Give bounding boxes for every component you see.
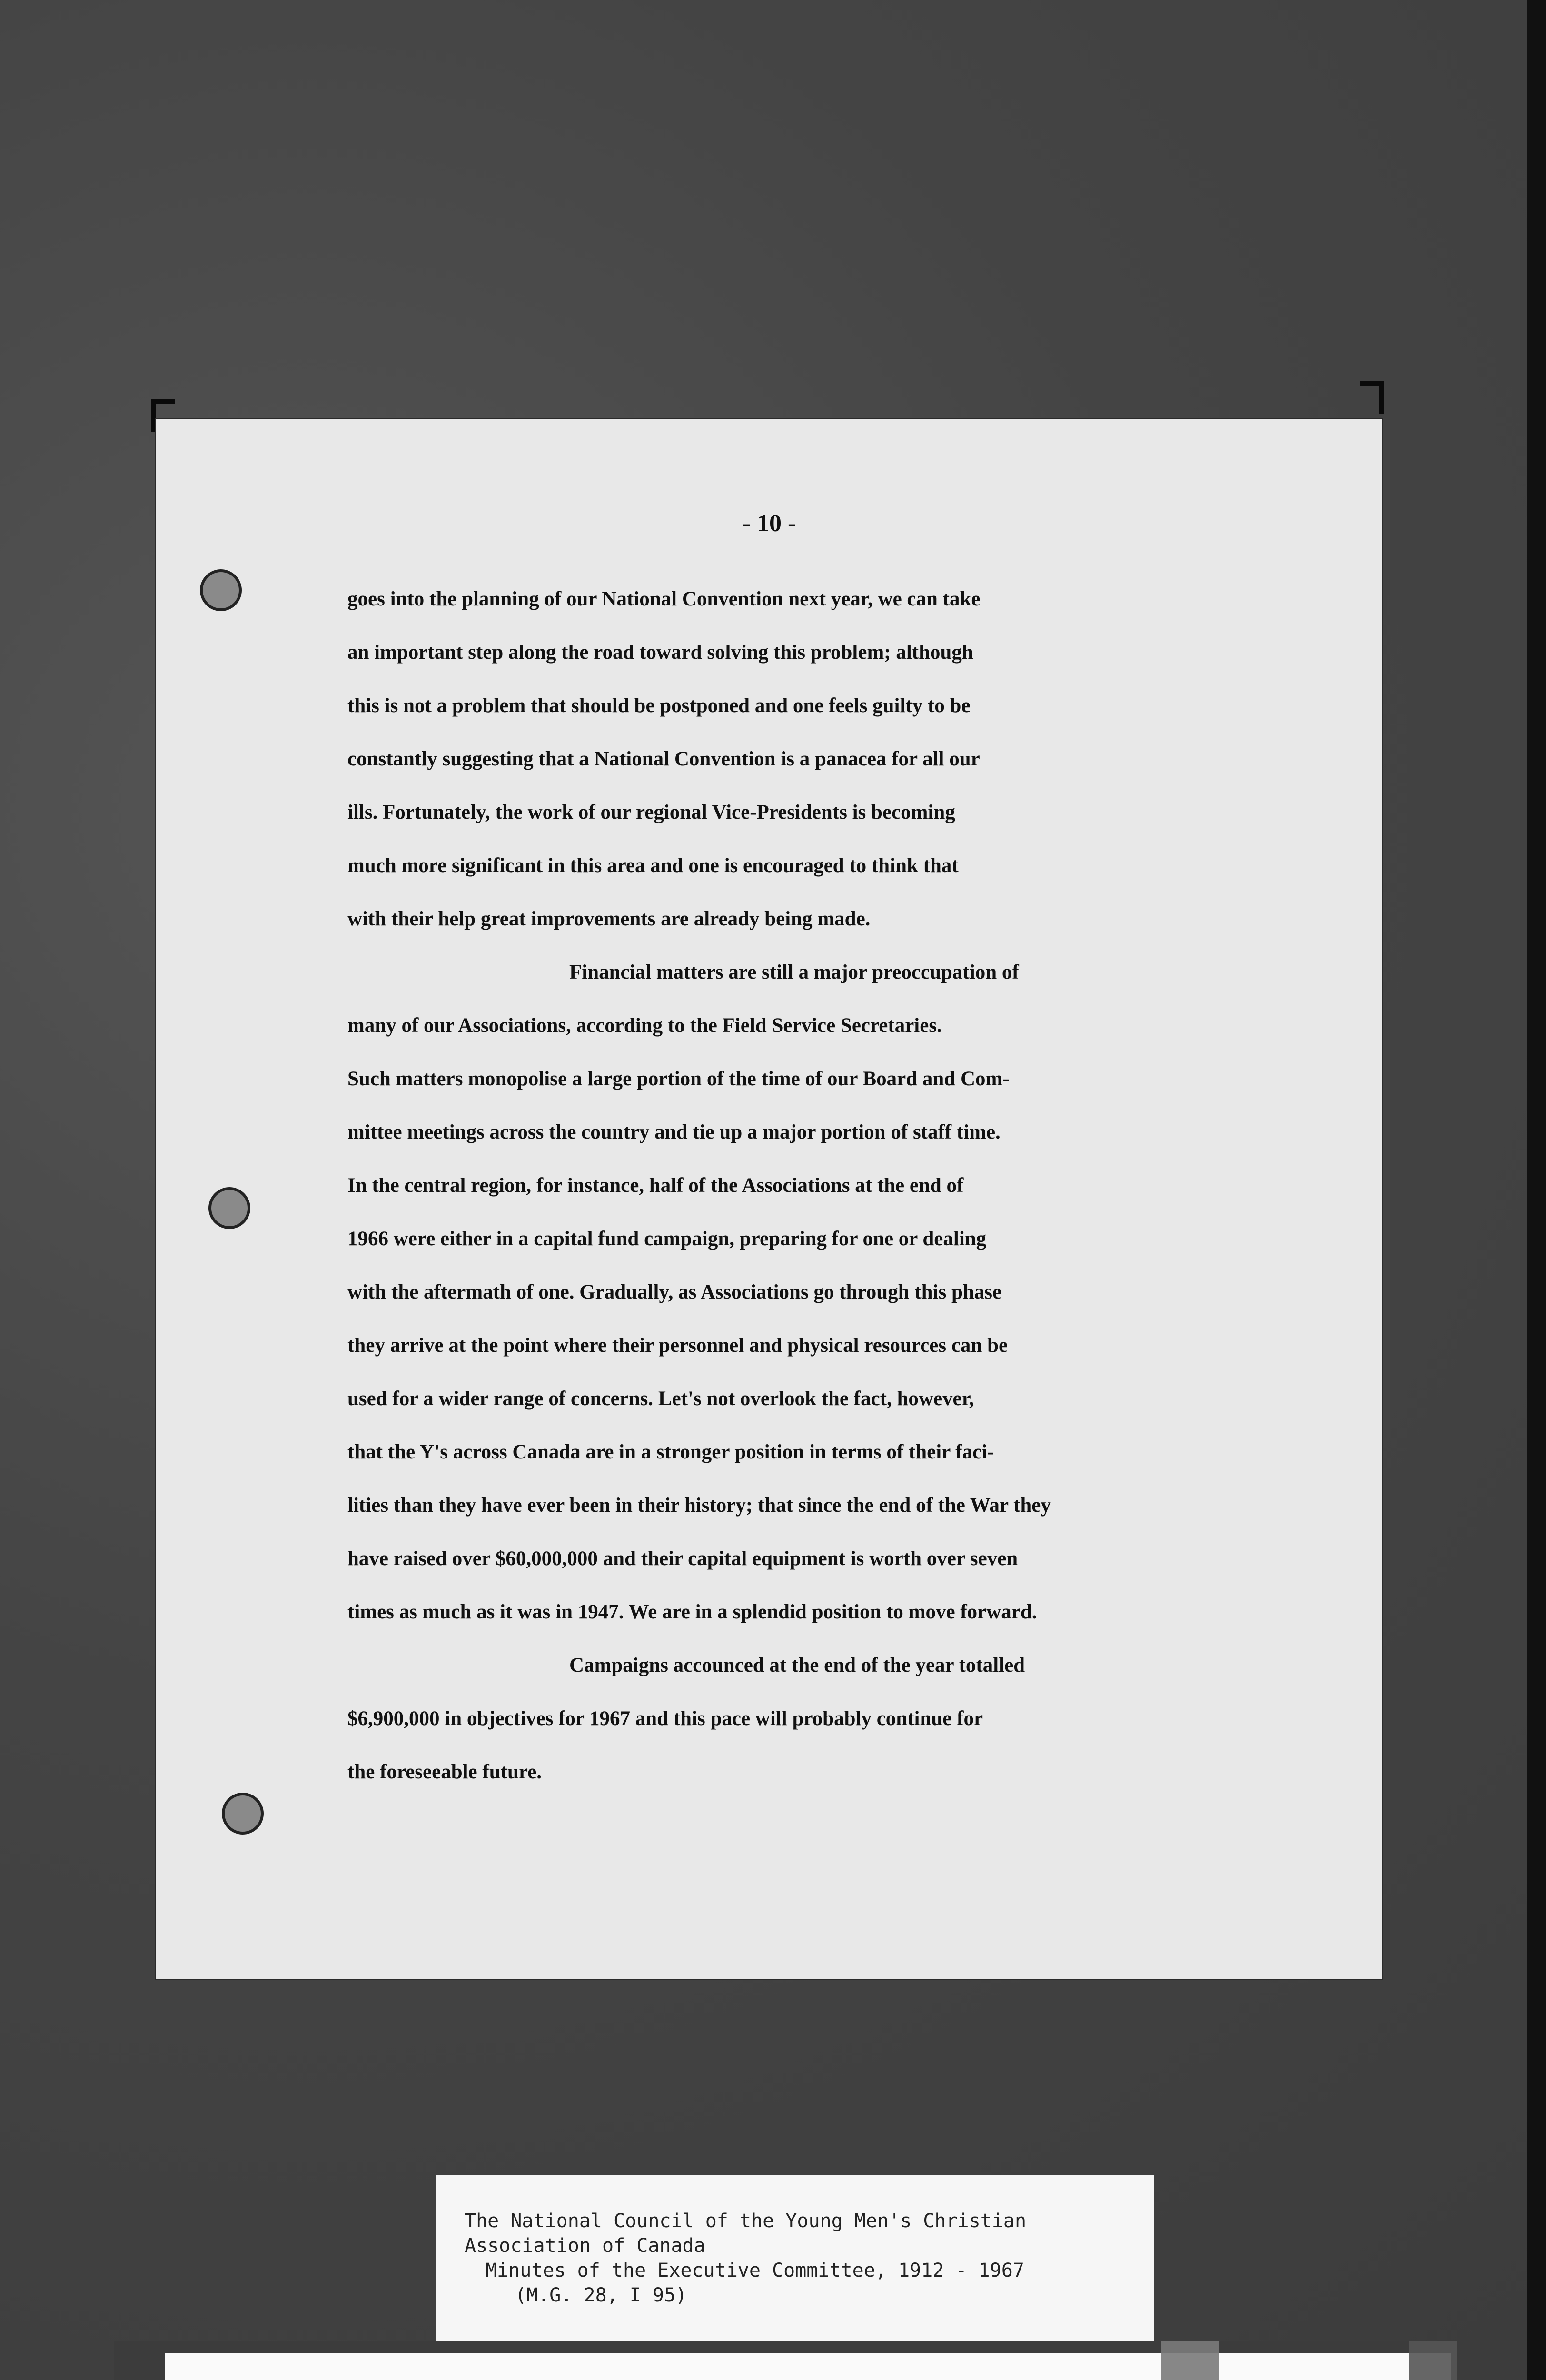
crop-mark-right [1360,381,1384,414]
page-number: - 10 - [742,510,796,537]
text-line: with the aftermath of one. Gradually, as Associations go through this phase [347,1281,1002,1303]
text-line: Financial matters are still a major preoccupation of [569,961,1019,983]
text-line: with their help great improvements are already being made. [347,908,871,930]
text-line: lities than they have ever been in their history; that since the end of the War they [347,1494,1051,1517]
text-line: used for a wider range of concerns. Let's not overlook the fact, however, [347,1388,974,1410]
label-line: Minutes of the Executive Committee, 1912 - 1967 [486,2260,1024,2281]
catalog-label-card [436,2175,1154,2356]
text-line: ills. Fortunately, the work of our regional Vice-Presidents is becoming [347,801,955,823]
archive-banner-card [165,2353,1451,2380]
text-line: goes into the planning of our National Convention next year, we can take [347,588,981,610]
tape-strip [1161,2341,1219,2380]
text-line: they arrive at the point where their personnel and physical resources can be [347,1334,1008,1357]
text-line: constantly suggesting that a National Convention is a panacea for all our [347,748,980,770]
text-line: 1966 were either in a capital fund campaign, preparing for one or dealing [347,1228,987,1250]
text-line: $6,900,000 in objectives for 1967 and this pace will probably continue for [347,1707,983,1730]
archive-banner [114,2341,1466,2380]
text-line: times as much as it was in 1947. We are in a splendid position to move forward. [347,1601,1037,1623]
text-line: this is not a problem that should be postponed and one feels guilty to be [347,694,971,717]
text-line: an important step along the road toward solving this problem; although [347,641,973,664]
text-line: have raised over $60,000,000 and their capital equipment is worth over seven [347,1547,1018,1570]
label-line: The National Council of the Young Men's Christian [465,2210,1027,2232]
text-line: Such matters monopolise a large portion of the time of our Board and Com- [347,1068,1010,1090]
label-line: (M.G. 28, I 95) [515,2284,687,2306]
punch-hole [200,569,242,611]
film-edge [1527,0,1546,2380]
punch-hole [208,1187,250,1229]
text-line: many of our Associations, according to the Field Service Secretaries. [347,1014,942,1037]
document-page [156,419,1382,1979]
text-line: much more significant in this area and one is encouraged to think that [347,854,959,877]
text-line: the foreseeable future. [347,1761,542,1783]
punch-hole [222,1793,264,1835]
text-line: Campaigns accounced at the end of the year totalled [569,1654,1025,1676]
text-line: In the central region, for instance, half of the Associations at the end of [347,1174,964,1197]
page-body-text [347,573,1423,1799]
text-line: that the Y's across Canada are in a stronger position in terms of their faci- [347,1441,994,1463]
text-line: mittee meetings across the country and tie up a major portion of staff time. [347,1121,1001,1143]
tape-strip [1409,2341,1457,2380]
label-line: Association of Canada [465,2235,705,2257]
